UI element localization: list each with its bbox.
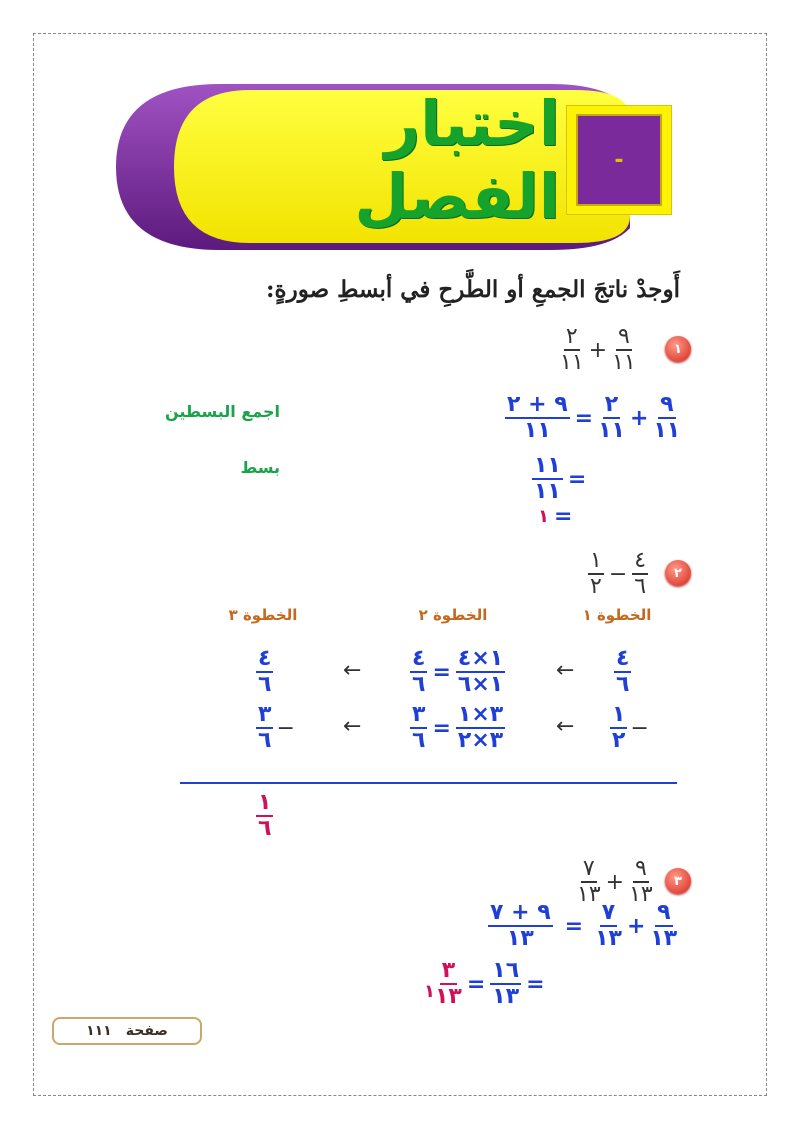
problem-1-step-3: ١ = bbox=[538, 504, 573, 529]
fraction: $\frac{٣}{٦}$ bbox=[258, 702, 272, 753]
problem-1-step-1: $\frac{٩ + ٢}{١١}$ = $\frac{٢}{١١}$ + $\frac{٩}{١١}$ bbox=[507, 392, 681, 443]
fraction: $\frac{٤}{٦}$ bbox=[634, 548, 647, 599]
page-number-box bbox=[52, 1017, 202, 1045]
instruction-text: أَوجدْ ناتجَ الجمعِ أو الطَّرحِ في أبسطِ صورةٍ: bbox=[266, 276, 680, 303]
arrow-left-icon: ← bbox=[343, 714, 362, 739]
step3-row1 bbox=[256, 648, 273, 696]
fraction: $\frac{٣\times ١}{٣\times ٢}$ bbox=[457, 702, 504, 753]
problem-1-step-2: $\frac{١١}{١١}$ = bbox=[534, 453, 587, 504]
problem-2-result bbox=[256, 792, 273, 840]
fraction: $\frac{٧}{١٣}$ bbox=[577, 856, 601, 907]
fraction: $\frac{٣}{٦}$ bbox=[412, 702, 426, 753]
result-divider-line bbox=[180, 782, 677, 784]
note-add-numerators: اجمع البسطين bbox=[164, 402, 280, 421]
step-header-3: الخطوة ٣ bbox=[228, 606, 298, 624]
fraction: $\frac{٣}{١٣}$ bbox=[435, 958, 462, 1009]
fraction: $\frac{٩}{١٣}$ bbox=[650, 900, 678, 951]
problem-1-expression: $\frac{٢}{١١}$ + $\frac{٩}{١١}$ bbox=[560, 324, 636, 375]
fraction: $\frac{٤}{٦}$ bbox=[258, 646, 272, 697]
fraction: $\frac{٢}{١١}$ bbox=[560, 324, 584, 375]
note-simplify: بسط bbox=[240, 458, 280, 477]
fraction: $\frac{٩ + ٧}{١٣}$ bbox=[490, 900, 551, 951]
page-number: ١١١ bbox=[86, 1023, 112, 1039]
arrow-left-icon: ← bbox=[556, 658, 575, 683]
fraction: $\frac{١\times ٤}{١\times ٦}$ bbox=[457, 646, 504, 697]
fraction: $\frac{٩}{١١}$ bbox=[653, 392, 681, 443]
banner-tab-inner bbox=[576, 114, 662, 206]
fraction: $\frac{١}{٢}$ bbox=[612, 702, 626, 753]
fraction: $\frac{٢}{١١}$ bbox=[598, 392, 625, 443]
step1-row1 bbox=[614, 648, 631, 696]
problem-1-badge: ١ bbox=[665, 336, 691, 362]
fraction: $\frac{١}{٦}$ bbox=[258, 790, 272, 841]
step2-row1: $\frac{٤}{٦}$ = $\frac{١\times ٤}{١\times ٦}$ bbox=[412, 646, 504, 697]
problem-2-badge: ٢ bbox=[665, 560, 691, 586]
fraction: $\frac{١٦}{١٣}$ bbox=[492, 958, 520, 1009]
chapter-title: اختبار الفصل bbox=[354, 87, 560, 233]
fraction: $\frac{٤}{٦}$ bbox=[412, 646, 426, 697]
arrow-left-icon: ← bbox=[556, 714, 575, 739]
fraction: $\frac{٧}{١٣}$ bbox=[595, 900, 622, 951]
step-header-2: الخطوة ٢ bbox=[418, 606, 488, 624]
fraction: $\frac{٩ + ٢}{١١}$ bbox=[507, 392, 568, 443]
fraction: $\frac{٩}{١٣}$ bbox=[629, 856, 653, 907]
fraction: $\frac{٤}{٦}$ bbox=[616, 646, 630, 697]
problem-3-expression: $\frac{٧}{١٣}$ + $\frac{٩}{١٣}$ bbox=[577, 856, 653, 907]
step2-row2: $\frac{٣}{٦}$ = $\frac{٣\times ١}{٣\times ٢}$ bbox=[412, 702, 504, 753]
fraction: $\frac{١}{٢}$ bbox=[590, 548, 602, 599]
fraction: $\frac{٩}{١١}$ bbox=[612, 324, 636, 375]
problem-3-step-1: $\frac{٩ + ٧}{١٣}$ = $\frac{٧}{١٣}$ + $\frac{٩}{١٣}$ bbox=[490, 900, 678, 951]
problem-3-badge: ٣ bbox=[665, 868, 691, 894]
fraction: $\frac{١١}{١١}$ bbox=[534, 453, 561, 504]
page-label: صفحة bbox=[125, 1023, 168, 1039]
banner-tab-mark: - bbox=[614, 147, 624, 173]
arrow-left-icon: ← bbox=[343, 658, 362, 683]
problem-2-expression: $\frac{١}{٢}$ − $\frac{٤}{٦}$ bbox=[590, 548, 647, 599]
step-header-1: الخطوة ١ bbox=[582, 606, 652, 624]
step3-row2: $\frac{٣}{٦}$ − bbox=[258, 702, 295, 753]
problem-3-step-2: ١ $\frac{٣}{١٣}$ = $\frac{١٦}{١٣}$ = bbox=[424, 958, 545, 1009]
step1-row2: $\frac{١}{٢}$ − bbox=[612, 702, 649, 753]
